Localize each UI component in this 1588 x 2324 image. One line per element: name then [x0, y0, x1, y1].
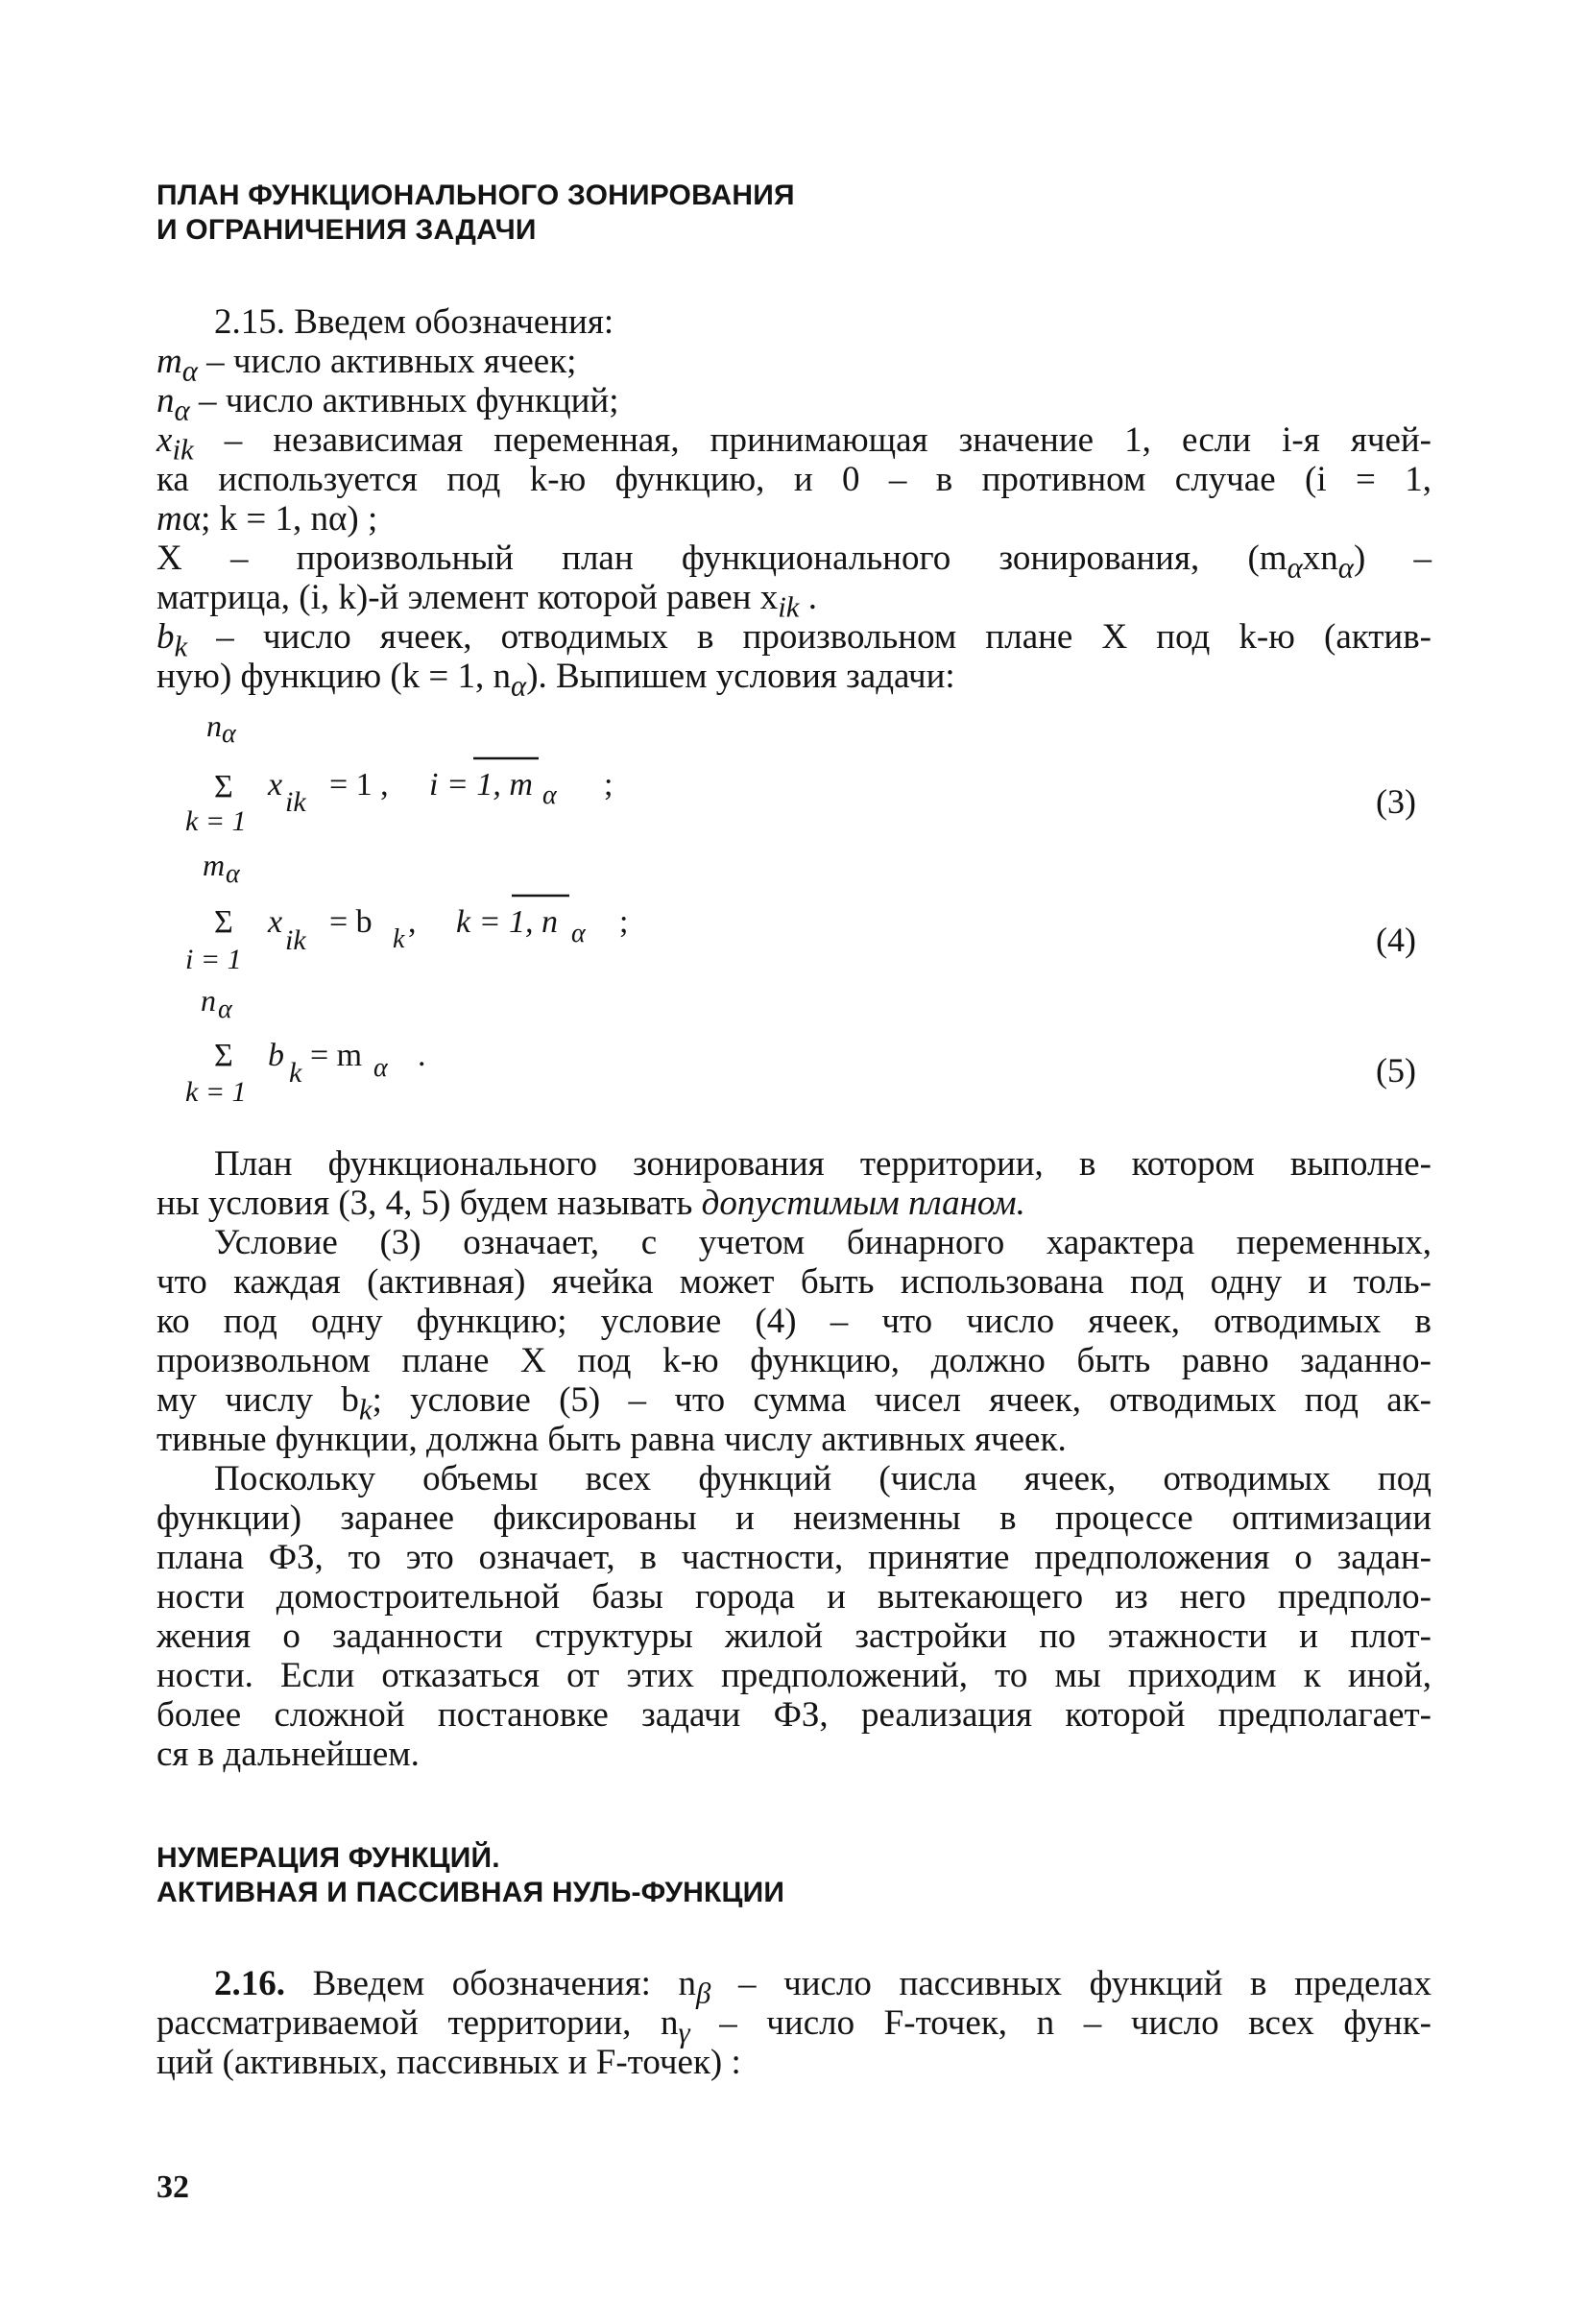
summand-subscript: k [289, 1057, 302, 1089]
section-number: 2.16. [214, 1964, 285, 2003]
subscript-beta: β [696, 1977, 711, 2010]
definition-text: матрица, (i, k)-й элемент которой равен x [156, 578, 779, 617]
text-span: ; условие (5) – что сумма чисел ячеек, отводимых под ак- [372, 1380, 1432, 1420]
subscript-alpha: α [1337, 551, 1354, 585]
definition-n-alpha [156, 381, 1432, 427]
definition-text: ) – [1353, 539, 1432, 578]
upper-limit: n [206, 708, 222, 743]
upper-limit-subscript: α [222, 719, 236, 749]
terminator: ; [604, 767, 614, 803]
equation-5 [185, 983, 1416, 1108]
text-line: План функционального зонирования территории, в котором выполне- [214, 1144, 1432, 1184]
index-range: i = 1, m [429, 767, 533, 803]
definition-text: xn [1302, 539, 1338, 578]
equation-number: (3) [1376, 782, 1416, 821]
definition-text: . [799, 578, 817, 617]
symbol-m: m [156, 499, 182, 539]
definition-X-line2 [156, 578, 1432, 624]
text-span: ны условия (3, 4, 5) будем называть [156, 1184, 702, 1223]
definition-text: – число активных ячеек; [197, 342, 577, 381]
text-line: что каждая (активная) ячейка может быть использована под одну и толь- [156, 1262, 1432, 1302]
definition-text: – число ячеек, отводимых в произвольном плане X под k-ю (актив- [187, 617, 1432, 657]
summand-subscript: ik [285, 786, 306, 818]
symbol-b: b [156, 617, 175, 657]
text-line: тивные функции, должна быть равна числу активных ячеек. [156, 1420, 1067, 1459]
section-heading-zoning [156, 179, 795, 248]
text-line: произвольном плане X под k-ю функцию, должно быть равно заданно- [156, 1341, 1432, 1380]
definition-b-k-line2 [156, 657, 1432, 703]
definition-x-ik-line2: ка используется под k-ю функцию, и 0 – в противном случае (i = 1, [156, 460, 1432, 499]
text-line: более сложной постановке задачи ФЗ, реализация которой предполагает- [156, 1695, 1432, 1735]
paragraph-fixed-volumes [156, 1459, 1432, 1774]
upper-limit: n [201, 983, 216, 1018]
summand-subscript: ik [285, 924, 306, 956]
subscript-k: k [358, 1393, 373, 1426]
definition-text: – независимая переменная, принимающая значение 1, если i-я ячей- [193, 420, 1432, 460]
text-line: ности. Если отказаться от этих предположений, то мы приходим к иной, [156, 1656, 1432, 1695]
definition-text: α) ; [328, 499, 378, 539]
equations-block [156, 704, 1443, 1126]
index-range-subscript: α [571, 919, 586, 948]
text-line: ко под одну функцию; условие (4) – что число ячеек, отводимых в [156, 1302, 1432, 1341]
section-number: 2.15. [214, 302, 285, 342]
summand: x [268, 767, 283, 803]
subscript-ik: ik [172, 433, 194, 467]
definition-x-ik-line1 [156, 420, 1432, 467]
lower-limit: i = 1 [185, 944, 242, 975]
definition-text: – число активных функций; [189, 381, 619, 420]
lower-limit: k = 1 [185, 805, 247, 837]
emphasis-term: допустимым планом. [701, 1184, 1025, 1223]
summand: b [268, 1038, 284, 1073]
text-span: му числу b [156, 1380, 359, 1420]
rhs: = m [310, 1038, 363, 1073]
definition-x-ik-line3 [156, 499, 1432, 539]
text-span: Введем обозначения: n [312, 1964, 697, 2003]
text-span: рассматриваемой территории, n [156, 2003, 679, 2043]
subscript-alpha: α [511, 669, 527, 703]
paragraph-conditions-meaning [156, 1223, 1432, 1459]
index-range-subscript: α [542, 780, 557, 810]
text-line: ности домостроительной базы города и вытекающего из него предполо- [156, 1577, 1432, 1617]
rhs-subscript: α [373, 1053, 388, 1083]
section-2-15-lead [156, 302, 1432, 342]
equation-number: (5) [1376, 1051, 1416, 1090]
symbol-n: n [156, 381, 175, 420]
text-span: – число пассивных функций в пределах [710, 1964, 1432, 2003]
section-heading-numbering [156, 1841, 784, 1910]
text-line: Поскольку объемы всех функций (числа ячеек, отводимых под [214, 1459, 1432, 1498]
sigma-symbol: Σ [214, 904, 233, 940]
heading-line: ПЛАН ФУНКЦИОНАЛЬНОГО ЗОНИРОВАНИЯ [156, 180, 795, 211]
text-line [156, 1380, 1432, 1426]
equation-3 [185, 708, 1416, 837]
sigma-symbol: Σ [214, 769, 233, 804]
equation-number: (4) [1376, 921, 1416, 959]
subscript-gamma: γ [678, 2016, 690, 2049]
definitions-block [156, 302, 1432, 703]
text-line: ций (активных, пассивных и F-точек) : [156, 2043, 741, 2082]
symbol-x: x [156, 420, 173, 460]
definition-text: ную) функцию (k = 1, n [156, 657, 512, 696]
definition-X-line1 [156, 539, 1432, 585]
upper-limit-subscript: α [226, 859, 240, 889]
text-line: жения о заданности структуры жилой застройки по этажности и плот- [156, 1617, 1432, 1656]
text-line [156, 1964, 1432, 2010]
subscript-k: k [174, 630, 188, 663]
page-number: 32 [156, 2169, 189, 2205]
summand: x [268, 904, 283, 940]
text-line [156, 1184, 1432, 1223]
subscript-alpha: α [1287, 551, 1303, 585]
section-2-16 [156, 1964, 1432, 2082]
definition-b-k-line1 [156, 617, 1432, 663]
terminator: . [418, 1038, 426, 1073]
lead-text: Введем обозначения: [294, 302, 614, 342]
index-range: k = 1, n [456, 904, 559, 940]
definition-text: X – произвольный план функционального зонирования, (m [156, 539, 1287, 578]
rhs: = 1 , [329, 767, 389, 803]
heading-line: НУМЕРАЦИЯ ФУНКЦИЙ. [156, 1842, 500, 1874]
definition-text: ). Выпишем условия задачи: [526, 657, 955, 696]
sigma-symbol: Σ [214, 1038, 233, 1073]
rhs-subscript: k [393, 924, 405, 954]
subscript-alpha: α [181, 354, 198, 388]
text-line: Условие (3) означает, с учетом бинарного характера переменных, [214, 1223, 1432, 1262]
terminator: ; [619, 904, 629, 940]
rhs-comma: , [408, 904, 417, 940]
definition-m-alpha [156, 342, 1432, 388]
subscript-alpha: α [174, 394, 190, 427]
upper-limit-subscript: α [218, 994, 232, 1024]
text-line [156, 2003, 1432, 2049]
paragraph-admissible-plan [156, 1144, 1432, 1223]
text-line: ся в дальнейшем. [156, 1735, 420, 1774]
heading-line: АКТИВНАЯ И ПАССИВНАЯ НУЛЬ-ФУНКЦИИ [156, 1877, 785, 1908]
equation-4 [185, 848, 1416, 975]
subscript-ik: ik [778, 590, 800, 624]
text-line: функции) заранее фиксированы и неизменны в процессе оптимизации [156, 1498, 1432, 1538]
upper-limit: m [203, 848, 226, 882]
symbol-m: m [156, 342, 182, 381]
heading-line: И ОГРАНИЧЕНИЯ ЗАДАЧИ [156, 214, 537, 246]
rhs: = b [329, 904, 373, 940]
text-span: – число F-точек, n – число всех функ- [689, 2003, 1432, 2043]
lower-limit: k = 1 [185, 1076, 247, 1108]
text-line: плана ФЗ, то это означает, в частности, принятие предположения о задан- [156, 1538, 1432, 1577]
definition-text: α; k = 1, n [181, 499, 329, 539]
